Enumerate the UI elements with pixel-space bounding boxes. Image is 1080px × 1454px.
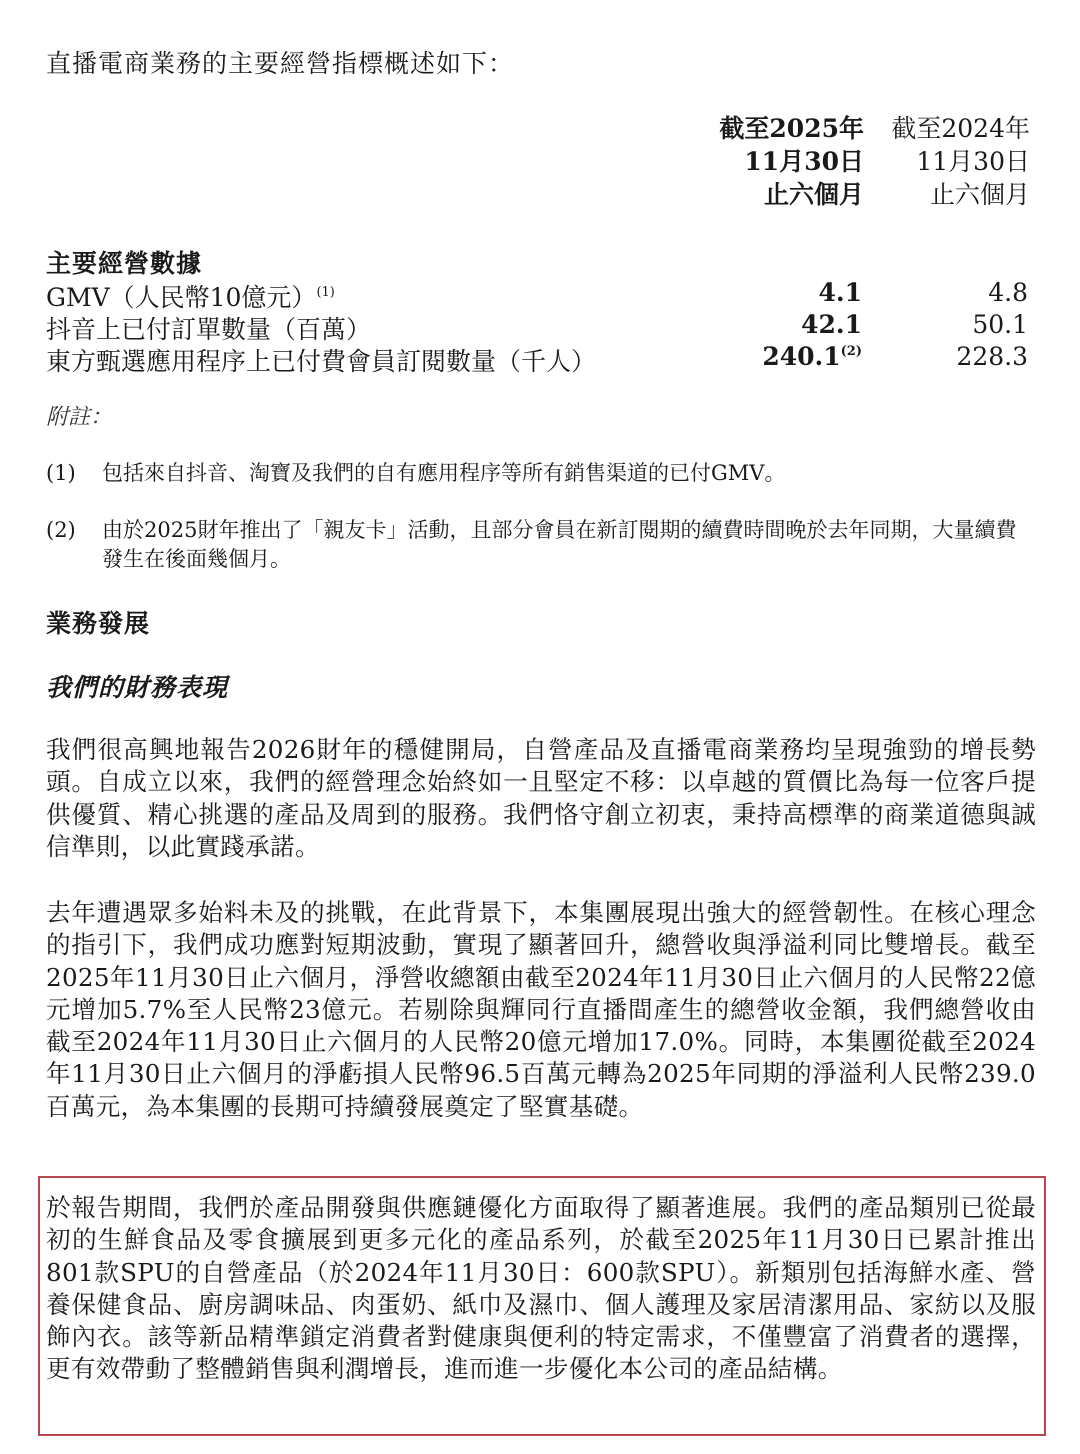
kpi-table-title: 主要經營數據 <box>46 249 203 278</box>
column-header-prior <box>870 112 1030 211</box>
kpi-row-douyin-orders <box>46 310 1034 343</box>
kpi-row-app-members <box>46 342 1034 375</box>
paragraph: 去年遭遇眾多始料未及的挑戰，在此背景下，本集團展現出強大的經營韌性。在核心理念的指引下，我們成功應對短期波動，實現了顯著回升，總營收與淨溢利同比雙增長。截至2025年11月30日止六個月，淨營收總額由截至2024年11月30日止六個月的人民幣22億元增加5.7%至人民幣23億元。若剔除與輝同行直播間產生的總營收金額，我們總營收由截至2024年11月30日止六個月的人民幣20億元增加17.0%。同時，本集團從截至2024年11月30日止六個月的淨虧損人民幣96.5百萬元轉為2025年同期的淨溢利人民幣239.0百萬元，為本集團的長期可持續發展奠定了堅實基礎。 <box>46 898 1036 1121</box>
note-text: 包括來自抖音、淘寶及我們的自有應用程序等所有銷售渠道的已付GMV。 <box>102 461 786 485</box>
note-text: 由於2025財年推出了「親友卡」活動，且部分會員在新訂閱期的續費時間晚於去年同期，大量續費發生在後面幾個月。 <box>102 518 1017 571</box>
column-header-line: 11月30日 <box>744 147 864 176</box>
subsection-title: 我們的財務表現 <box>46 673 229 702</box>
kpi-row-gmv <box>46 278 1034 311</box>
notes-title: 附註： <box>46 405 113 430</box>
kpi-value-current: 4.1 <box>818 278 862 307</box>
note-2 <box>46 516 1036 576</box>
column-header-line: 止六個月 <box>929 180 1030 209</box>
column-header-line: 截至2024年 <box>891 114 1030 143</box>
kpi-label-text: GMV（人民幣10億元） <box>46 283 317 312</box>
note-1 <box>46 459 1036 489</box>
footnote-ref: (2) <box>840 344 862 359</box>
column-header-line: 止六個月 <box>763 180 864 209</box>
kpi-row-label: 東方甄選應用程序上已付費會員訂閱數量（千人） <box>46 347 597 376</box>
kpi-value-current <box>762 342 862 371</box>
paragraph: 我們很高興地報告2026財年的穩健開局，自營產品及直播電商業務均呈現強勁的增長勢頭。自成立以來，我們的經營理念始終如一且堅定不移：以卓越的質價比為每一位客戶提供優質、精心挑選的產品及周到的服務。我們恪守創立初衷，秉持高標準的商業道德與誠信準則，以此實踐承諾。 <box>46 735 1036 861</box>
note-number: (1) <box>46 461 76 485</box>
note-number: (2) <box>46 518 76 542</box>
column-header-line: 11月30日 <box>916 147 1030 176</box>
section-title: 業務發展 <box>46 609 151 638</box>
paragraph-highlighted: 於報告期間，我們於產品開發與供應鏈優化方面取得了顯著進展。我們的產品類別已從最初的生鮮食品及零食擴展到更多元化的產品系列，於截至2025年11月30日已累計推出801款SPU的自營產品（於2024年11月30日：600款SPU）。新類別包括海鮮水產、營養保健食品、廚房調味品、肉蛋奶、紙巾及濕巾、個人護理及家居清潔用品、家紡以及服飾內衣。該等新品精準鎖定消費者對健康與便利的特定需求，不僅豐富了消費者的選擇，更有效帶動了整體銷售與利潤增長，進而進一步優化本公司的產品結構。 <box>46 1193 1036 1384</box>
footnote-ref: (1) <box>316 285 335 300</box>
kpi-value-prior: 228.3 <box>956 342 1028 371</box>
kpi-value-text: 240.1 <box>762 342 841 371</box>
kpi-row-label: 抖音上已付訂單數量（百萬） <box>46 315 372 344</box>
kpi-value-current: 42.1 <box>801 310 862 339</box>
kpi-value-prior: 50.1 <box>972 310 1028 339</box>
kpi-value-prior: 4.8 <box>988 278 1028 307</box>
intro-text: 直播電商業務的主要經營指標概述如下： <box>46 49 515 78</box>
column-header-line: 截至2025年 <box>719 114 864 143</box>
kpi-row-label <box>46 278 335 314</box>
column-header-current <box>704 112 864 211</box>
